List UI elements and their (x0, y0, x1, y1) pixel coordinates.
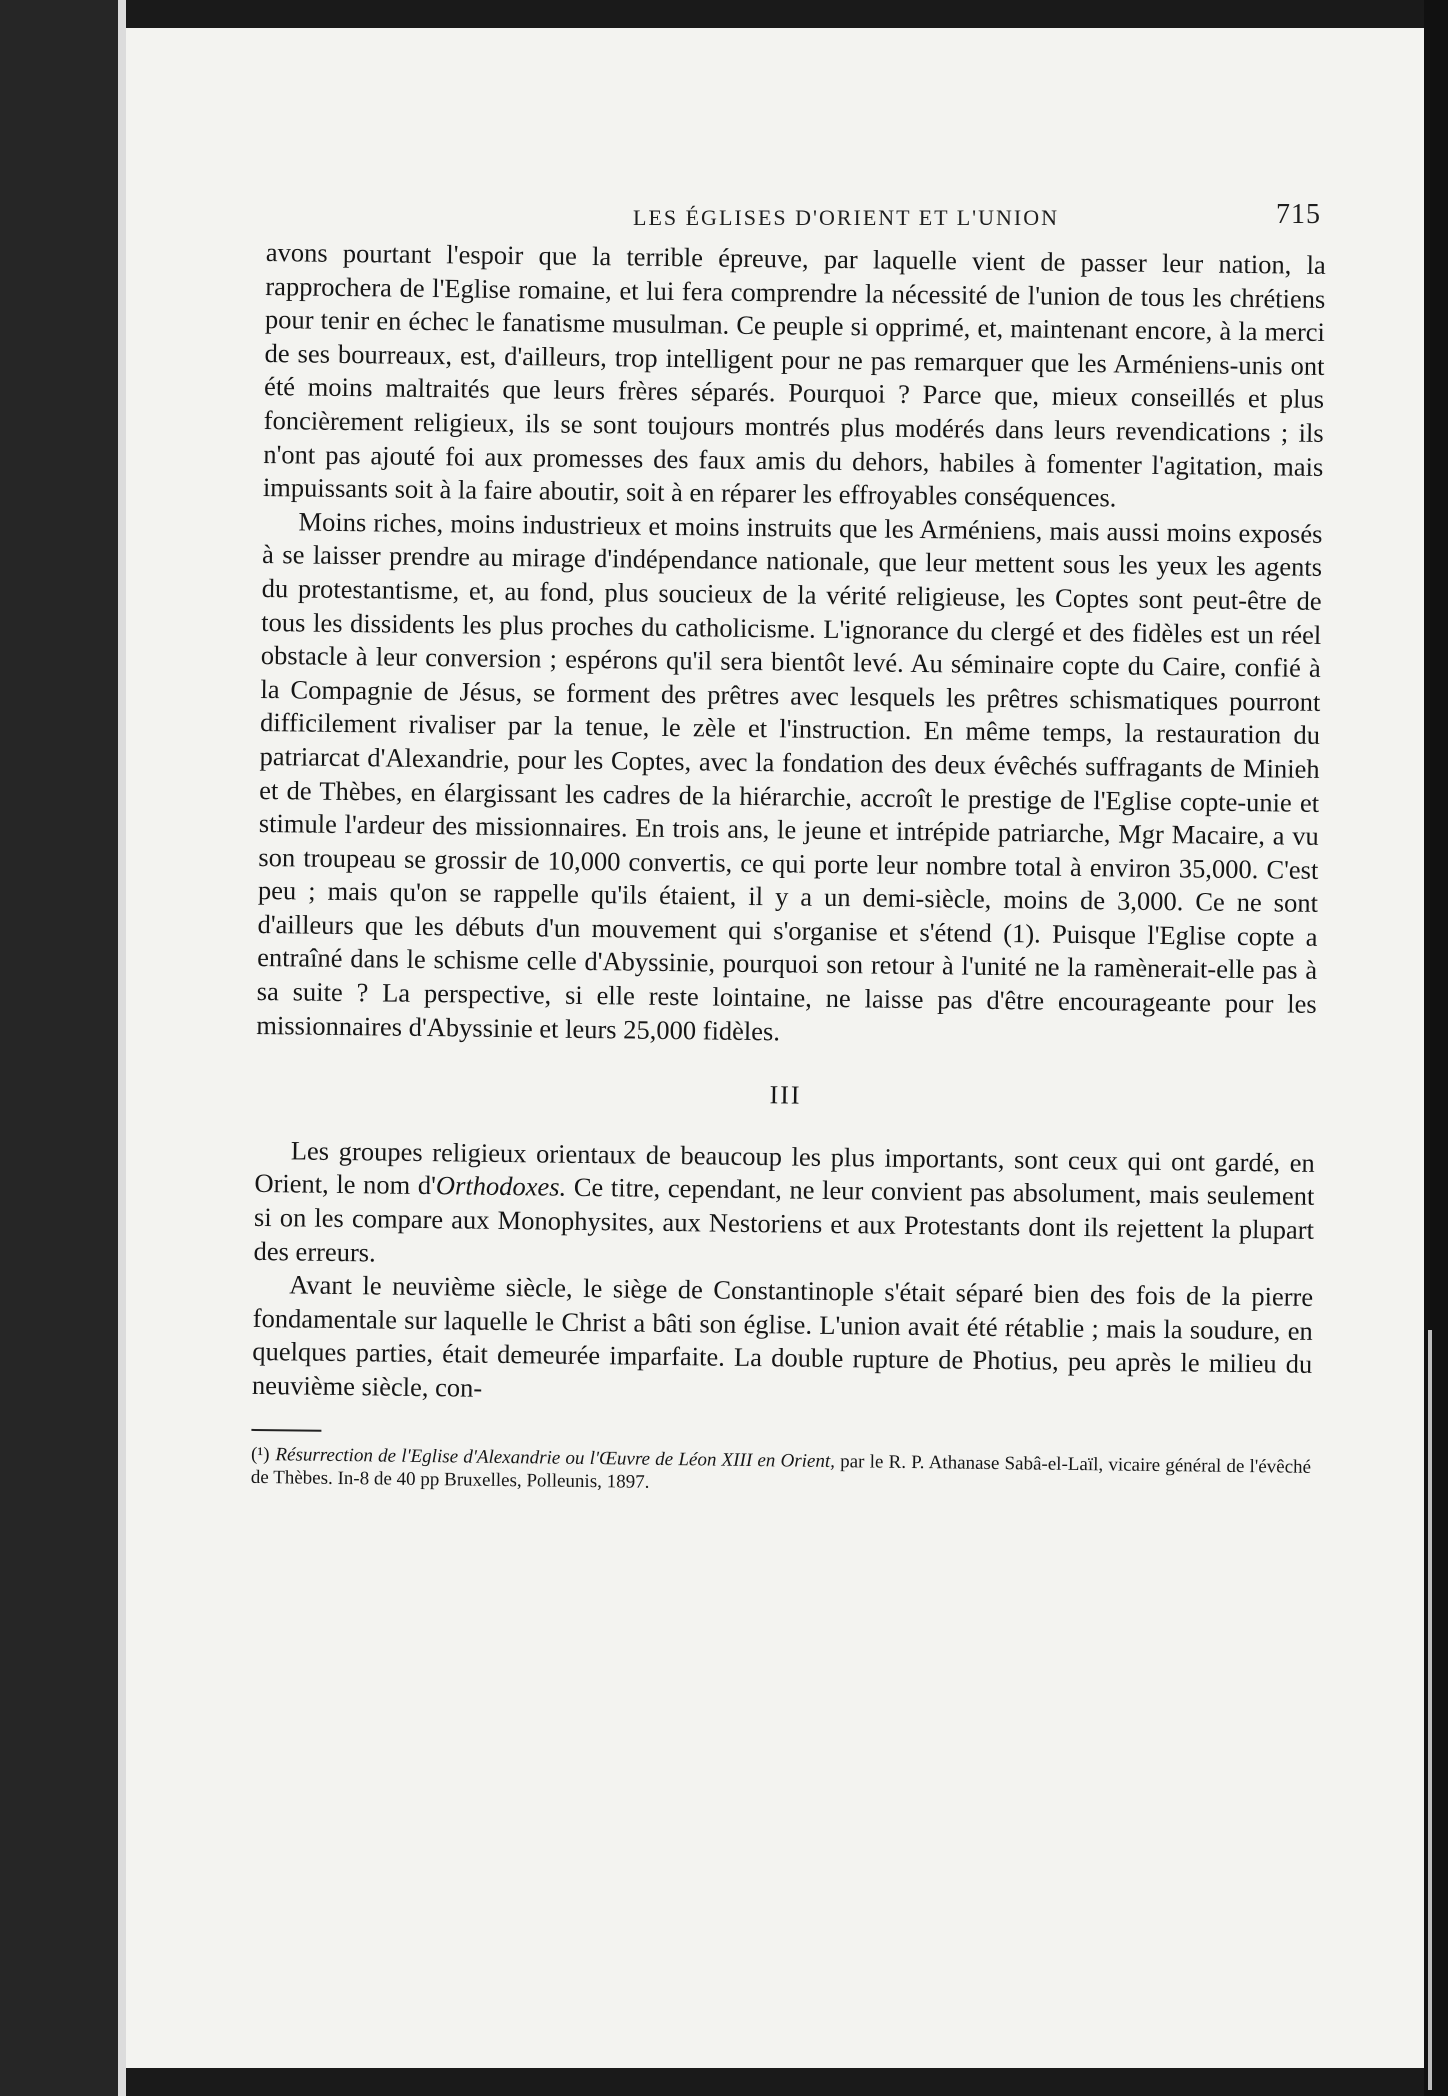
book-page (126, 28, 1424, 2068)
paragraph-3-italic: Orthodoxes. (435, 1170, 567, 1203)
paragraph-3-text-b: Ce titre, cependant, ne leur convient pas absolument, mais seulement si on les compare aux Monophysites, aux Nestoriens et aux Protestants dont ils rejettent la plupart des erreurs. (253, 1172, 1315, 1268)
text-block (251, 236, 1326, 1501)
footnote-title: Résurrection de l'Eglise d'Alexandrie ou l'Œuvre de Léon XIII en Orient, (275, 1443, 836, 1472)
paragraph-1: avons pourtant l'espoir que la terrible épreuve, par laquelle vient de passer leur nation, la rapprochera de l'Eglise romaine, et lui fera comprendre la nécessité de l'union de tous les chrétiens pour tenir en échec le fanatisme musulman. Ce peuple si opprimé, et, maintenant encore, à la merci de ses bourreaux, est, d'ailleurs, trop intelligent pour ne pas remarquer que les Arméniens-unis ont été moins maltraités que leurs frères séparés. Pourquoi ? Parce que, mieux conseillés et plus foncièrement religieux, ils se sont toujours montrés plus modérés dans leurs revendications ; ils n'ont pas ajouté foi aux promesses des faux amis du dehors, habiles à fomenter l'agitation, mais impuissants soit à la faire aboutir, soit à en réparer les effroyables conséquences. (262, 236, 1326, 513)
paragraph-3-text-a: Les groupes religieux orientaux de beaucoup les plus importants, sont ceux qui ont gardé, en Orient, le nom d' (254, 1135, 1315, 1201)
paragraph-4: Avant le neuvième siècle, le siège de Constantinople s'était séparé bien des fois de la pierre fondamentale sur laquelle le Christ a bâti son église. L'union avait été rétablie ; mais la soudure, en quelques parties, était demeurée imparfaite. La double rupture de Photius, peu après le milieu du neuvième siècle, con- (251, 1269, 1314, 1403)
paragraph-3 (253, 1134, 1315, 1281)
scan-left-border (0, 0, 118, 2096)
page-edge-strip (1428, 1330, 1432, 2090)
paragraph-2: Moins riches, moins industrieux et moins instruits que les Arméniens, mais aussi moins exposés à se laisser prendre au mirage d'indépendance nationale, que leur mettent sous les yeux les agents du protestantisme, et, au fond, plus soucieux de la vérité religieuse, les Coptes sont peut-être de tous les dissidents les plus proches du catholicisme. L'ignorance du clergé et des fidèles est un réel obstacle à leur conversion ; espérons qu'il sera bientôt levé. Au séminaire copte du Caire, confié à la Compagnie de Jésus, se forment des prêtres avec lesquels les prêtres schismatiques pourront difficilement rivaliser par la tenue, le zèle et l'instruction. En même temps, la restauration du patriarcat d'Alexandrie, pour les Coptes, avec la fondation des deux évêchés suffragants de Minieh et de Thèbes, en élargissant les cadres de la hiérarchie, accroît le prestige de l'Eglise copte-unie et stimule l'ardeur des missionnaires. En trois ans, le jeune et intrépide patriarche, Mgr Macaire, a vu son troupeau se grossir de 10,000 convertis, ce qui porte leur nombre total à environ 35,000. C'est peu ; mais qu'on se rappelle qu'ils étaient, il y a un demi-siècle, moins de 3,000. Ce ne sont d'ailleurs que les débuts d'un mouvement qui s'organise et s'étend (1). Puisque l'Eglise copte a entraîné dans le schisme celle d'Abyssinie, pourquoi son retour à l'unité ne la ramènerait-elle pas à sa suite ? La perspective, si elle reste lointaine, ne laisse pas d'être encourageante pour les missionnaires d'Abyssinie et leurs 25,000 fidèles. (256, 506, 1323, 1046)
footnote (251, 1443, 1311, 1502)
page-number: 715 (1276, 199, 1321, 230)
footnote-marker: (¹) (250, 1443, 270, 1465)
book-spine-edge (118, 0, 126, 2096)
footnote-divider (251, 1429, 321, 1432)
footnote-text: par le R. P. Athanase Sabâ-el-Laïl, vicaire général de l'évêché de Thèbes. In-8 de 40 pp Bruxelles, Polleunis, 1897. (250, 1450, 1312, 1493)
running-title: LES ÉGLISES D'ORIENT ET L'UNION (633, 205, 1059, 230)
section-heading: III (769, 1080, 802, 1110)
